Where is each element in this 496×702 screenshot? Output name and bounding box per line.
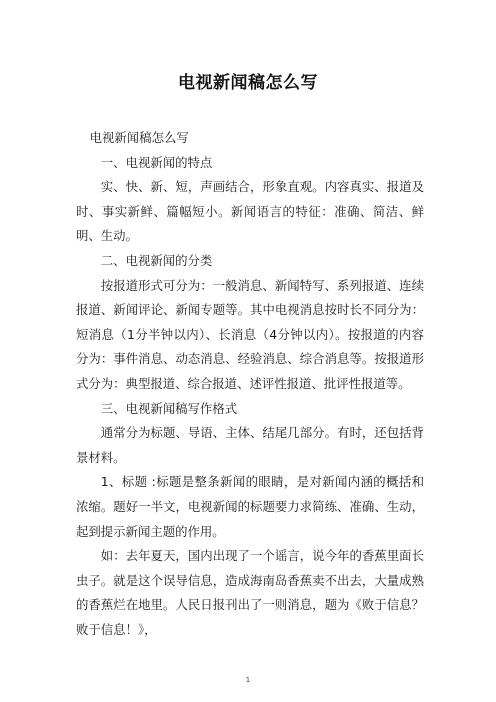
paragraph-heading: 电视新闻稿怎么写: [89, 130, 189, 145]
paragraph-3: 通常分为标题、导语、主体、结尾几部分。有时，还包括背景材料。: [76, 425, 424, 465]
section-heading-2: 二、电视新闻的分类: [100, 252, 213, 268]
page-number: 1: [245, 676, 251, 684]
section-heading-1: 一、电视新闻的特点: [100, 154, 213, 170]
section-heading-3: 三、电视新闻稿写作格式: [100, 400, 238, 416]
document-body: [76, 126, 424, 642]
paragraph-5: 如：去年夏天，国内出现了一个谣言，说今年的香蕉里面长虫子。就是这个误导信息，造成海南岛香蕉卖不出去，大量成熟的香蕉烂在地里。人民日报刊出了一则消息，题为《败于信息？败于信息！》，: [76, 548, 424, 637]
paragraph-1: 实、快、新、短，声画结合，形象直观。内容真实、报道及时、事实新鲜、篇幅短小。新闻语言的特征：准确、简洁、鲜明、生动。: [76, 179, 424, 244]
paragraph-4: 1、标题 :标题是整条新闻的眼睛，是对新闻内涵的概括和浓缩。题好一半文，电视新闻的标题要力求简练、准确、生动，起到提示新闻主题的作用。: [76, 474, 424, 539]
document-title: 电视新闻稿怎么写: [178, 73, 318, 93]
paragraph-2: 按报道形式可分为：一般消息、新闻特写、系列报道、连续报道、新闻评论、新闻专题等。其中电视消息按时长不同分为：短消息（1分半钟以内）、长消息（4分钟以内）。按报道的内容分为：事件消息、动态消息、经验消息、综合消息等。按报道形式分为：典型报道、综合报道、述评性报道、批评性报道等。: [76, 277, 424, 391]
